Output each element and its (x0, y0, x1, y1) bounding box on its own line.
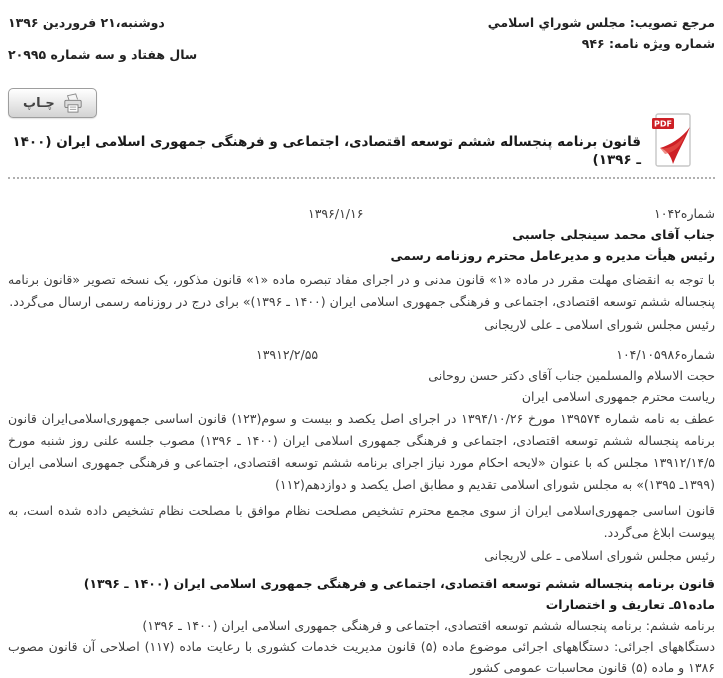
approval-authority: مرجع تصويب: مجلس شوراي اسلامي (487, 15, 715, 30)
law-article-heading: ماده۵۱ـ تعاریف و اختصارات (545, 597, 715, 612)
letter-1-signature: رئیس مجلس شورای اسلامی ـ علی لاریجانی (484, 317, 715, 332)
letter-2-number-row (8, 344, 715, 365)
print-button[interactable] (8, 88, 97, 118)
letter-2 (8, 344, 715, 567)
print-button-label: چـاپ (23, 95, 55, 111)
law-section (8, 573, 715, 678)
letter-1-recipient-title: رئیس هیأت مدیره و مدیرعامل محترم روزنامه رسمی (390, 248, 715, 263)
approval-block (488, 12, 715, 54)
pdf-file-icon[interactable] (651, 113, 695, 171)
letter-2-paragraph-2: قانون اساسی جمهوری‌اسلامی ایران از سوی مجمع محترم تشخیص مصلحت نظام موافق با مصلحت نظام تشخیص داده شده است، به پیوست ابلاغ می‌گردد. (8, 503, 715, 540)
title-row (8, 113, 715, 179)
letter-1-date: ۱۳۹۶/۱/۱۶ (308, 206, 364, 221)
date-block (8, 12, 197, 65)
letter-2-recipient-title: ریاست محترم جمهوری اسلامی ایران (521, 389, 715, 404)
pdf-label: PDF (654, 119, 672, 129)
letter-2-recipient: حجت الاسلام والمسلمین جناب آقای دکتر حسن روحانی (428, 368, 715, 383)
letter-2-paragraph-1: عطف به نامه شماره ۱۳۹۵۷۴ مورخ ۱۳۹۴/۱۰/۲۶ در اجرای اصل یکصد و بیست و سوم(۱۲۳) قانون اساسی جمهوری‌اسلامی‌ایران قانون برنامه پنجساله ششم توسعه اقتصادی، اجتماعی و فرهنگی جمهوری اسلامی ایران (۱۴۰۰ ـ ۱۳۹۶) مصوب جلسه علنی روز شنبه مورخ ۱۳۹۱۲/۱۴/۵ مجلس که با عنوان «لایحه احکام مورد نیاز اجرای برنامه ششم توسعه اقتصادی، اجتماعی و فرهنگی جمهوری اسلامی ایران (۱۳۹۹ـ ۱۳۹۵)» به مجلس شورای اسلامی تقدیم و مطابق اصل یکصد و دوازدهم(۱۱۲) (8, 411, 715, 492)
law-definition-1: برنامه ششم: برنامه پنجساله ششم توسعه اقتصادی، اجتماعی و فرهنگی جمهوری اسلامی ایران (۱۴۰۰ ـ ۱۳۹۶) (142, 618, 715, 633)
page-header (8, 12, 715, 65)
letter-1-body: با توجه به انقضای مهلت مقرر در ماده «۱» قانون مدنی و در اجرای مفاد تبصره ماده «۱» قانون مذکور، یک نسخه تصویر «قانون برنامه پنجساله ششم توسعه اقتصادی، اجتماعی و فرهنگی جمهوری اسلامی ایران (۱۴۰۰ ـ ۱۳۹۶)» برای درج در روزنامه رسمی ارسال می‌گردد. (8, 272, 715, 309)
law-definition-2: دستگاههای اجرائی: دستگاههای اجرائی موضوع ماده (۵) قانون مدیریت خدمات کشوری با رعایت ماده (۱۱۷) اصلاحی آن قانون مصوب ۱۳۸۶ و ماده (۵) قانون محاسبات عمومی کشور (8, 639, 716, 675)
letter-1-number: شماره۱۰۴۲ (654, 206, 715, 221)
issue-date: دوشنبه،۲۱ فروردین ۱۳۹۶ (8, 15, 165, 30)
letter-1-number-row (8, 203, 715, 224)
letter-1 (8, 203, 715, 336)
letter-2-signature: رئیس مجلس شورای اسلامی ـ علی لاریجانی (484, 548, 715, 563)
year-issue-number: سال هفتاد و سه شماره ۲۰۹۹۵ (8, 47, 198, 62)
special-issue-number: شماره ويژه نامه: ۹۴۶ (581, 36, 715, 51)
letter-2-date: ۱۳۹۱۲/۲/۵۵ (256, 347, 319, 362)
law-title: قانون برنامه پنجساله ششم توسعه اقتصادی، اجتماعی و فرهنگی جمهوری اسلامی ایران (۱۴۰۰ ـ ۱۳۹۶) (83, 576, 715, 591)
letter-1-recipient: جناب آقای محمد سینجلی جاسبی (512, 227, 715, 242)
page-title: قانون برنامه پنجساله ششم توسعه اقتصادی، اجتماعی و فرهنگی جمهوری اسلامی ایران (۱۴۰۰ ـ ۱۳۹۶) (12, 134, 641, 168)
printer-icon (62, 93, 84, 113)
letter-2-number: شماره۱۰۴/۱۰۵۹۸۶ (616, 347, 715, 362)
